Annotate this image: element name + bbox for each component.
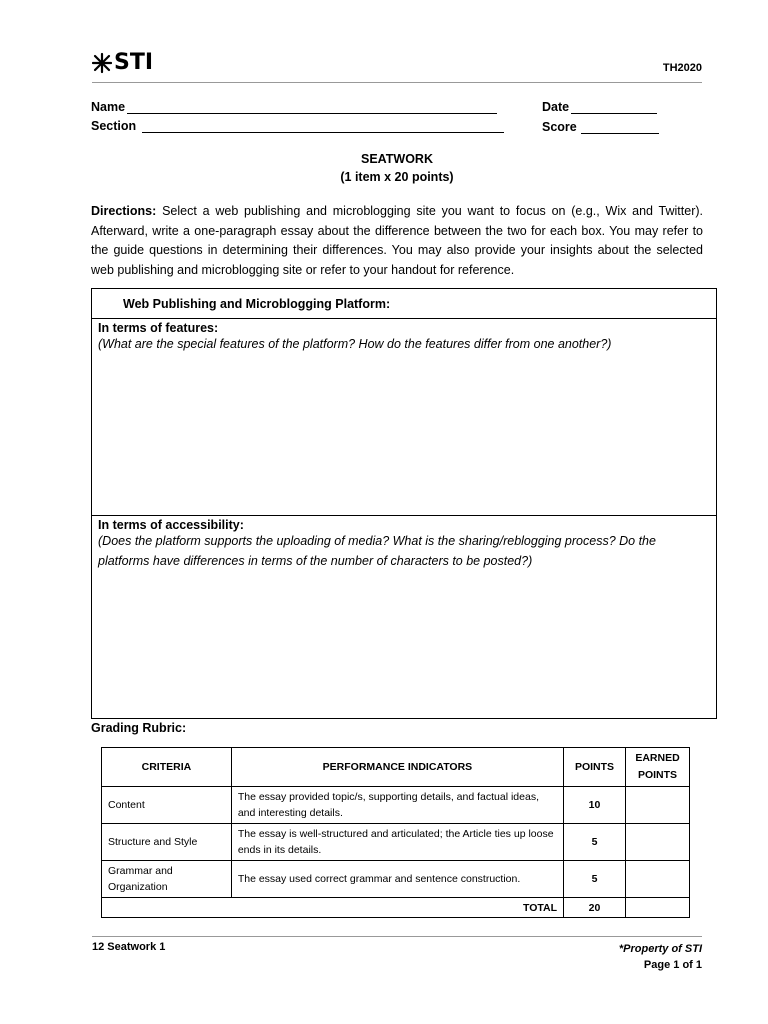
section-field[interactable] [91, 119, 504, 133]
indicator-cell: The essay provided topic/s, supporting details, and factual ideas, and interesting details. [231, 787, 563, 824]
features-question: (What are the special features of the platform? How do the features differ from one another?) [98, 337, 612, 351]
table-row [102, 787, 690, 824]
indicator-cell: The essay used correct grammar and sentence construction. [231, 861, 563, 898]
points-header: POINTS [564, 748, 626, 787]
directions-text: Select a web publishing and microblogging site you want to focus on (e.g., Wix and Twitter). Afterward, write a one-paragraph essay about the difference between the two for each box. You may refer to the guide questions in determining their differences. You may also provide your insights about the selected web publishing and microblogging site or refer to your handout for reference. [91, 204, 703, 277]
section-label: Section [91, 119, 137, 133]
document-code: TH2020 [662, 62, 702, 74]
sti-logo [92, 50, 153, 75]
points-cell: 5 [564, 824, 626, 861]
accessibility-box[interactable] [91, 515, 717, 719]
property-notice: *Property of STI [618, 943, 702, 955]
table-row [102, 824, 690, 861]
directions-label: Directions: [91, 204, 157, 218]
name-line[interactable] [127, 101, 497, 114]
sti-logo-icon [92, 52, 112, 74]
date-field[interactable] [542, 100, 657, 114]
date-label: Date [542, 100, 570, 114]
logo-text: STI [114, 50, 154, 75]
score-label: Score [542, 120, 577, 134]
footer-right [619, 941, 702, 973]
total-row [102, 898, 690, 918]
points-cell: 10 [564, 787, 626, 824]
date-line[interactable] [571, 101, 657, 114]
footer-rule [92, 936, 702, 937]
rubric-table [101, 747, 690, 918]
criteria-cell: Content [102, 787, 232, 824]
name-label: Name [91, 100, 126, 114]
earned-cell[interactable] [626, 824, 690, 861]
rubric-header-row [102, 748, 690, 787]
accessibility-title: In terms of accessibility: [98, 518, 244, 532]
indicators-header: PERFORMANCE INDICATORS [231, 748, 563, 787]
total-points: 20 [564, 898, 626, 918]
rubric-title: Grading Rubric: [91, 721, 187, 735]
section-line[interactable] [142, 120, 504, 133]
seatwork-title: SEATWORK [361, 152, 433, 166]
score-line[interactable] [581, 121, 659, 134]
earned-cell[interactable] [626, 787, 690, 824]
seatwork-subtitle: (1 item x 20 points) [340, 170, 454, 184]
total-earned-cell[interactable] [626, 898, 690, 918]
header-rule [92, 82, 702, 83]
directions [91, 202, 703, 280]
criteria-cell: Grammar and Organization [102, 861, 232, 898]
total-label: TOTAL [102, 898, 564, 918]
accessibility-question: (Does the platform supports the uploading of media? What is the sharing/reblogging process? Do the platforms have differences in terms of the number of characters to be posted?) [98, 534, 656, 568]
page-number: Page 1 of 1 [643, 959, 702, 971]
features-title: In terms of features: [98, 321, 219, 335]
points-cell: 5 [564, 861, 626, 898]
platform-header-box [91, 288, 717, 319]
indicator-cell: The essay is well-structured and articulated; the Article ties up loose ends in its details. [231, 824, 563, 861]
features-box[interactable] [91, 318, 717, 516]
criteria-header: CRITERIA [102, 748, 232, 787]
score-field[interactable] [542, 120, 659, 134]
earned-cell[interactable] [626, 861, 690, 898]
name-field[interactable] [91, 100, 497, 114]
criteria-cell: Structure and Style [102, 824, 232, 861]
platform-header: Web Publishing and Microblogging Platform: [123, 297, 391, 311]
table-row [102, 861, 690, 898]
footer-left: 12 Seatwork 1 [92, 941, 166, 953]
earned-header: EARNED POINTS [626, 748, 690, 787]
